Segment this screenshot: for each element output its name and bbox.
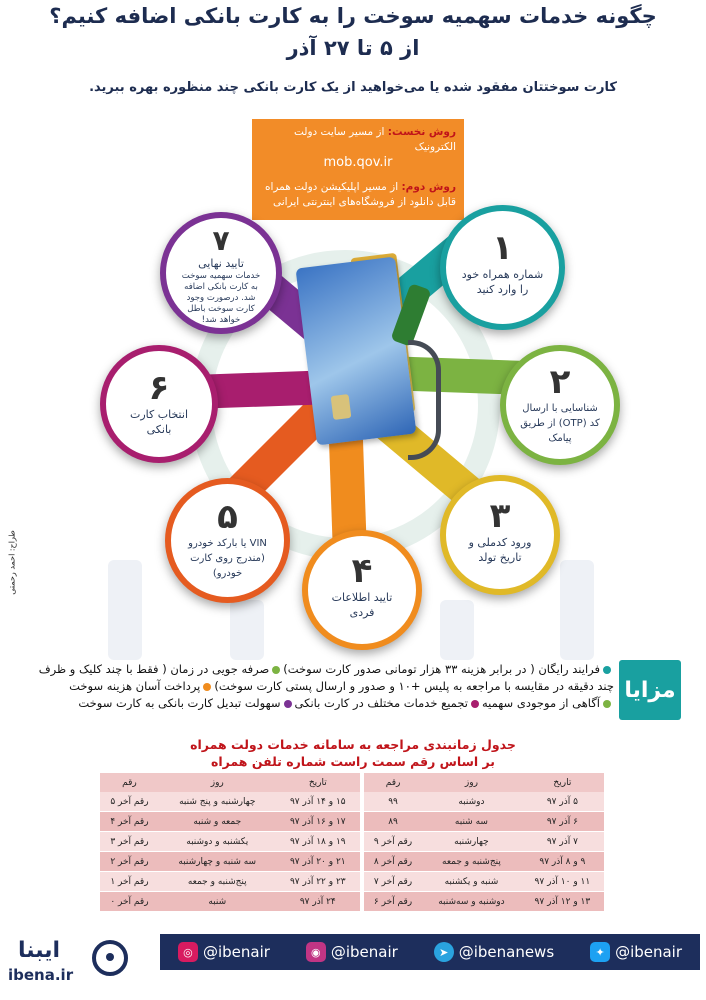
- schedule-table-right: [364, 773, 604, 912]
- cell-date: ۱۱ و ۱۰ آذر ۹۷: [521, 872, 604, 892]
- cell-digit: رقم آخر ۹: [364, 832, 422, 852]
- cell-date: ۹ و ۸ آذر ۹۷: [521, 852, 604, 872]
- cell-day: شنبه و یکشنبه: [422, 872, 521, 892]
- cell-digit: رقم آخر ۰: [100, 892, 159, 912]
- table-row: [100, 892, 360, 912]
- cell-digit: رقم آخر ۸: [364, 852, 422, 872]
- benefit-time-cont: چند دقیقه در مقایسه با مراجعه به پلیس +۱۰ و صدور و ارسال پستی کارت سوخت): [214, 679, 614, 693]
- cell-day: سه شنبه و چهارشنبه: [159, 852, 276, 872]
- step-5: [165, 478, 290, 603]
- cell-digit: رقم آخر ۱: [100, 872, 159, 892]
- benefit-conversion: سهولت تبدیل کارت بانکی به کارت سوخت: [78, 696, 281, 710]
- cell-day: پنج‌شنبه و جمعه: [422, 852, 521, 872]
- page-subtitle: کارت سوختتان مفقود شده یا می‌خواهید از یک کارت بانکی چند منظوره بهره ببرید.: [89, 80, 617, 95]
- step-2-number: ۲: [549, 362, 571, 402]
- benefit-payment: پرداخت آسان هزینه سوخت: [69, 679, 201, 693]
- social-twitter[interactable]: [590, 942, 682, 962]
- card-chip: [331, 394, 352, 420]
- bullet-icon: [603, 666, 611, 674]
- table-row: [364, 852, 604, 872]
- step-6-number: ۶: [148, 368, 170, 408]
- cell-digit: رقم آخر ۳: [100, 832, 159, 852]
- step-3-number: ۳: [489, 496, 511, 536]
- table-row: [100, 792, 360, 812]
- watermark-bar: [560, 560, 594, 660]
- cell-date: ۲۳ و ۲۲ آذر ۹۷: [276, 872, 360, 892]
- step-3: [440, 475, 560, 595]
- social-aparat[interactable]: [178, 942, 270, 962]
- cell-date: ۱۹ و ۱۸ آذر ۹۷: [276, 832, 360, 852]
- ibena-logo-fa: ایبنا: [18, 938, 61, 963]
- col-header-digit: رقم: [364, 773, 422, 792]
- cell-date: ۶ آذر ۹۷: [521, 812, 604, 832]
- benefit-time: صرفه جویی در زمان ( فقط با چند کلیک و ظرف: [38, 662, 270, 676]
- page-title-line2: از ۵ تا ۲۷ آذر: [286, 36, 420, 60]
- table-row: [100, 872, 360, 892]
- cell-day: چهارشنبه و پنج شنبه: [159, 792, 276, 812]
- cell-day: سه شنبه: [422, 812, 521, 832]
- ibena-logo-en: ibena.ir: [8, 966, 74, 984]
- step-1-number: ۱: [492, 228, 513, 268]
- cell-date: ۷ آذر ۹۷: [521, 832, 604, 852]
- bullet-icon: [471, 700, 479, 708]
- cell-date: ۱۳ و ۱۲ آذر ۹۷: [521, 892, 604, 912]
- benefits-label: مزایا: [619, 660, 681, 720]
- cell-digit: ۹۹: [364, 792, 422, 812]
- watermark-bar: [230, 600, 264, 660]
- method-second-text: از مسیر اپلیکیشن دولت همراه: [264, 181, 399, 193]
- table-row: [100, 852, 360, 872]
- broadcast-dot-icon: [106, 953, 114, 961]
- social-twitter-handle: @ibenair: [615, 943, 683, 961]
- benefits-line-1: [14, 661, 614, 678]
- benefit-integration: تجمیع خدمات مختلف در کارت بانکی: [294, 696, 468, 710]
- step-7-text: تایید نهایی: [198, 257, 244, 270]
- twitter-icon: ✦: [590, 942, 610, 962]
- cell-day: دوشنبه: [422, 792, 521, 812]
- col-header-date: تاریخ: [521, 773, 604, 792]
- table-row: [364, 872, 604, 892]
- cell-date: ۵ آذر ۹۷: [521, 792, 604, 812]
- step-4: [302, 530, 422, 650]
- cell-date: ۲۱ و ۲۰ آذر ۹۷: [276, 852, 360, 872]
- step-3-text: ورود کدملی و تاریخ تولد: [468, 536, 532, 564]
- schedule-title: جدول زمانبندی مراجعه به سامانه خدمات دولت همراه: [190, 737, 516, 752]
- bullet-icon: [603, 700, 611, 708]
- page-title-line1: چگونه خدمات سهمیه سوخت را به کارت بانکی اضافه کنیم؟: [49, 4, 657, 28]
- step-2-text: شناسایی با ارسال کد (OTP) از طریق پیامک: [520, 403, 600, 444]
- social-aparat-handle: @ibenair: [202, 943, 270, 961]
- benefit-balance: آگاهی از موجودی سهمیه: [481, 696, 600, 710]
- cell-date: ۱۷ و ۱۶ آذر ۹۷: [276, 812, 360, 832]
- designer-credit: طراح: احمد رحمتی: [7, 530, 17, 595]
- cell-digit: رقم آخر ۵: [100, 792, 159, 812]
- step-5-text: VIN یا بارکد خودرو (مندرج روی کارت خودرو): [188, 538, 267, 579]
- step-6-text: انتخاب کارت بانکی: [130, 408, 188, 436]
- social-telegram-handle: @ibenanews: [458, 943, 555, 961]
- schedule-table-left: [100, 773, 360, 912]
- step-4-number: ۴: [351, 551, 373, 591]
- cell-day: پنج‌شنبه و جمعه: [159, 872, 276, 892]
- bullet-icon: [272, 666, 280, 674]
- methods-box: [252, 119, 464, 220]
- cell-day: جمعه و شنبه: [159, 812, 276, 832]
- watermark-bar: [440, 600, 474, 660]
- social-instagram[interactable]: [306, 942, 398, 962]
- cell-day: چهارشنبه: [422, 832, 521, 852]
- method-second-note: قابل دانلود از فروشگاه‌های اینترنتی ایرانی: [272, 196, 456, 208]
- method-first-text: از مسیر سایت دولت الکترونیک: [293, 126, 456, 153]
- aparat-icon: ◎: [178, 942, 198, 962]
- step-7-number: ۷: [212, 224, 230, 257]
- method-first-url: mob.qov.ir: [323, 155, 393, 170]
- social-bar: [160, 934, 700, 970]
- step-1: [440, 205, 565, 330]
- social-telegram[interactable]: [434, 942, 554, 962]
- bank-card-image: [296, 257, 417, 446]
- table-row: [364, 832, 604, 852]
- benefits-line-2: [14, 678, 614, 695]
- cell-date: ۲۴ آذر ۹۷: [276, 892, 360, 912]
- cell-digit: رقم آخر ۴: [100, 812, 159, 832]
- cell-day: دوشنبه و سه‌شنبه: [422, 892, 521, 912]
- col-header-date: تاریخ: [276, 773, 360, 792]
- cell-day: شنبه: [159, 892, 276, 912]
- benefits-list: [14, 661, 614, 712]
- col-header-digit: رقم: [100, 773, 159, 792]
- benefits-line-3: [14, 695, 614, 712]
- step-1-text: شماره همراه خود را وارد کنید: [461, 268, 544, 296]
- col-header-day: روز: [159, 773, 276, 792]
- cell-digit: رقم آخر ۶: [364, 892, 422, 912]
- step-4-text: تایید اطلاعات فردی: [331, 591, 393, 619]
- table-row: [364, 792, 604, 812]
- method-first-label: روش نخست:: [387, 126, 456, 138]
- table-row: [364, 892, 604, 912]
- benefit-free: فرایند رایگان ( در برابر هزینه ۳۳ هزار تومانی صدور کارت سوخت): [283, 662, 600, 676]
- social-instagram-handle: @ibenair: [330, 943, 398, 961]
- telegram-icon: ➤: [434, 942, 454, 962]
- bullet-icon: [203, 683, 211, 691]
- schedule-subtitle: بر اساس رقم سمت راست شماره تلفن همراه: [210, 754, 495, 769]
- step-6: [100, 345, 218, 463]
- step-5-number: ۵: [217, 497, 238, 537]
- instagram-icon: ◉: [306, 942, 326, 962]
- watermark-bar: [108, 560, 142, 660]
- col-header-day: روز: [422, 773, 521, 792]
- step-7-subtext: خدمات سهمیه سوخت به کارت بانکی اضافه شد. درصورت وجود کارت سوخت باطل خواهد شد!: [181, 271, 261, 325]
- cell-digit: رقم آخر ۷: [364, 872, 422, 892]
- cell-digit: ۸۹: [364, 812, 422, 832]
- cell-day: یکشنبه و دوشنبه: [159, 832, 276, 852]
- step-2: [500, 345, 620, 465]
- cell-digit: رقم آخر ۲: [100, 852, 159, 872]
- table-row: [100, 812, 360, 832]
- bullet-icon: [284, 700, 292, 708]
- step-7: [160, 212, 282, 334]
- fuel-hose-icon: [408, 340, 441, 460]
- table-row: [100, 832, 360, 852]
- table-row: [364, 812, 604, 832]
- cell-date: ۱۵ و ۱۴ آذر ۹۷: [276, 792, 360, 812]
- method-second-label: روش دوم:: [401, 181, 456, 193]
